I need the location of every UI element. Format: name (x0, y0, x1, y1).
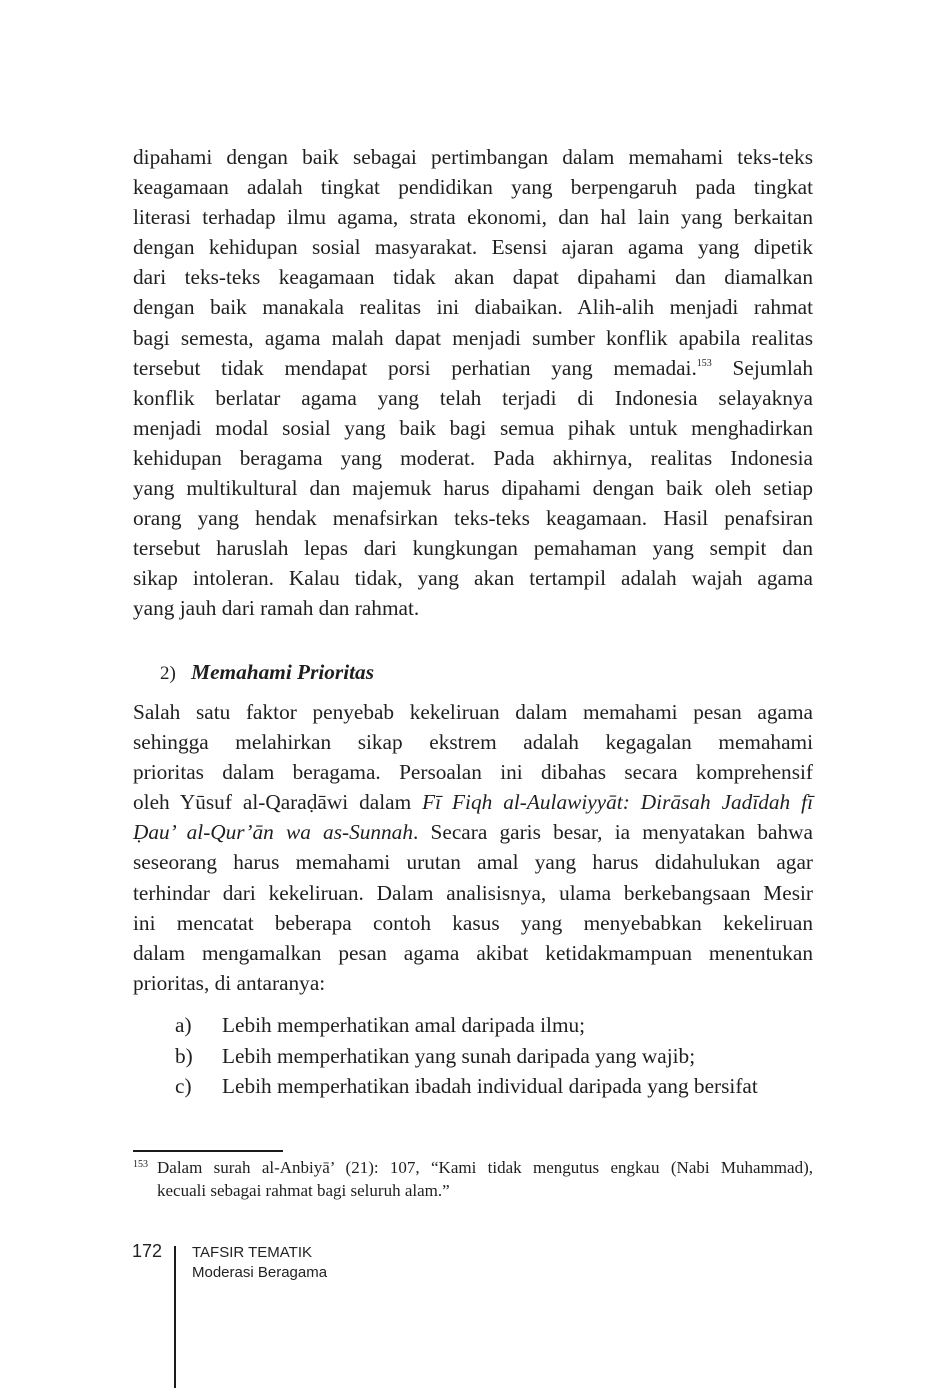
text-line: menjadi modal sosial yang baik bagi semua pihak untuk menghadirkan (133, 415, 813, 440)
text-line: seseorang harus memahami urutan amal yang harus didahulukan agar (133, 850, 813, 875)
text-line: prioritas dalam beragama. Persoalan ini dibahas secara komprehensif (133, 760, 813, 785)
list-marker: c) (175, 1074, 192, 1098)
text-line: dipahami dengan baik sebagai pertimbangan dalam memahami teks-teks (133, 145, 813, 169)
text-line: dengan baik manakala realitas ini diabaikan. Alih-alih menjadi rahmat (133, 295, 813, 320)
footnote (133, 1156, 813, 1202)
list-marker: a) (175, 1013, 192, 1037)
text-fragment: . Secara garis besar, ia menyatakan bahwa (412, 820, 813, 845)
text-line: dari teks-teks keagamaan tidak akan dapat dipahami dan diamalkan (133, 265, 813, 290)
text-line: terhindar dari kekeliruan. Dalam analisisnya, ulama berkebangsaan Mesir (133, 880, 813, 905)
text-line: dalam mengamalkan pesan agama akibat ketidakmampuan menentukan (133, 940, 813, 965)
text-line: prioritas, di antaranya: (133, 970, 326, 995)
list-text: Lebih memperhatikan yang sunah daripada yang wajib; (222, 1043, 696, 1068)
book-title: TAFSIR TEMATIK (192, 1244, 313, 1261)
text-line: sikap intoleran. Kalau tidak, yang akan tertampil adalah wajah agama (133, 566, 813, 591)
list-item (175, 1071, 813, 1102)
page-number: 172 (132, 1241, 163, 1261)
book-citation: Ḍau’ al-Qur’ān wa as-Sunnah (133, 820, 413, 845)
section-number: 2) (160, 663, 176, 684)
text-line-with-footnote (133, 353, 813, 383)
book-subtitle: Moderasi Beragama (192, 1264, 328, 1281)
text-line: konflik berlatar agama yang telah terjadi di Indonesia selayaknya (133, 385, 813, 410)
section-heading (160, 657, 374, 689)
list-marker: b) (175, 1043, 193, 1068)
footnote-line: Dalam surah al-Anbiyā’ (21): 107, “Kami tidak mengutus engkau (Nabi Muhammad), (157, 1158, 813, 1177)
text-fragment: Sejumlah (732, 355, 813, 380)
text-line: orang yang hendak menafsirkan teks-teks keagamaan. Hasil penafsiran (133, 506, 813, 531)
text-line: sehingga melahirkan sikap ekstrem adalah kegagalan memahami (133, 730, 813, 755)
text-fragment: tersebut tidak mendapat porsi perhatian yang memadai. (133, 355, 697, 380)
text-line: tersebut haruslah lepas dari kungkungan pemahaman yang sempit dan (133, 536, 813, 561)
list-text: Lebih memperhatikan amal daripada ilmu; (222, 1013, 586, 1037)
footer-divider (174, 1246, 176, 1388)
priority-list (175, 1010, 813, 1102)
text-line: keagamaan adalah tingkat pendidikan yang berpengaruh pada tingkat (133, 175, 813, 200)
list-item (175, 1010, 813, 1041)
book-citation: Fī Fiqh al-Aulawiyyāt: Dirāsah Jadīdah fī (422, 790, 813, 815)
text-fragment: oleh Yūsuf al-Qaraḍāwi dalam (133, 790, 423, 815)
text-line: yang multikultural dan majemuk harus dipahami dengan baik oleh setiap (133, 476, 813, 501)
paragraph-priorities (133, 697, 813, 998)
text-line: Salah satu faktor penyebab kekeliruan dalam memahami pesan agama (133, 700, 813, 724)
running-footer (192, 1243, 327, 1283)
text-line-with-citation (133, 817, 813, 847)
footnote-number: 153 (133, 1159, 148, 1170)
paragraph-context (133, 142, 813, 624)
text-line: bagi semesta, agama malah dapat menjadi sumber konflik apabila realitas (133, 325, 813, 350)
footnote-line: kecuali sebagai rahmat bagi seluruh alam.” (157, 1181, 450, 1200)
text-line: yang jauh dari ramah dan rahmat. (133, 596, 420, 621)
footnote-reference[interactable]: 153 (696, 357, 712, 369)
section-title: Memahami Prioritas (191, 660, 374, 684)
text-line: ini mencatat beberapa contoh kasus yang menyebabkan kekeliruan (133, 910, 813, 935)
text-line-with-citation (133, 787, 813, 817)
list-item (175, 1041, 813, 1072)
text-line: literasi terhadap ilmu agama, strata ekonomi, dan hal lain yang berkaitan (133, 205, 813, 230)
text-line: dengan kehidupan sosial masyarakat. Esensi ajaran agama yang dipetik (133, 235, 813, 260)
text-line: kehidupan beragama yang moderat. Pada akhirnya, realitas Indonesia (133, 445, 813, 470)
footnote-divider (133, 1150, 283, 1152)
list-text: Lebih memperhatikan ibadah individual daripada yang bersifat (222, 1074, 758, 1098)
